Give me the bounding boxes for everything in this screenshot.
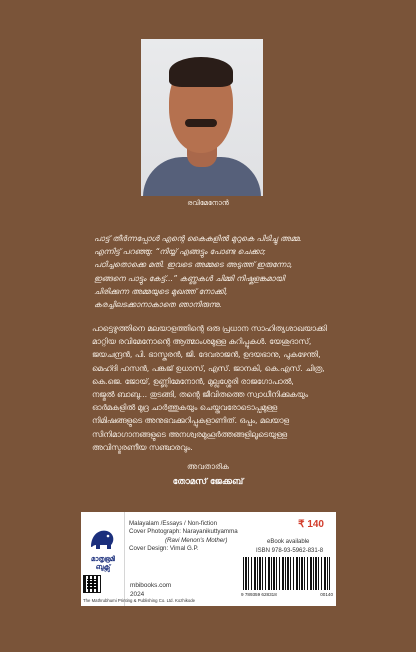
blurb-line: അവിസ്മരണീയ സഞ്ചാരവും.: [92, 442, 193, 452]
barcode-numbers: [241, 592, 333, 597]
cover-photo-text: Cover Photograph: Narayanikuttyamma: [129, 528, 238, 536]
blurb-line: ജയചന്ദ്രൻ, പി. ഭാസ്കരൻ, ജി. ദേവരാജൻ, ഉദയഭാനു, പുകഴേന്തി,: [92, 350, 321, 360]
publisher-name: The Mathrubhumi Printing & Publishing Co. Ltd. Kozhikode: [83, 598, 196, 603]
quote-line: കരച്ചിലടക്കാനാകാതെ ഞാനിരുന്നു.: [94, 300, 222, 310]
publisher-website[interactable]: mbibooks.com: [130, 582, 172, 589]
blurb-line: മാറ്റിയ രവിമേനോന്റെ ആത്മാംശമുള്ള കുറിപ്പുകൾ. യേശുദാസ്,: [92, 337, 312, 347]
blurb-line: സിനിമാഗാനങ്ങളുടെ അനശ്വരമുഹൂർത്തങ്ങളിലൂടെയുള്ള: [92, 429, 287, 439]
isbn-text: ISBN 978-93-5962-831-8: [256, 548, 324, 554]
barcode-number-addon: 00140: [320, 592, 333, 597]
price-label: ₹ 140: [298, 519, 324, 530]
cover-design-text: Cover Design: Vimal G.P.: [129, 544, 199, 552]
quote-block: [94, 232, 364, 311]
blurb-line: നിമിഷങ്ങളുടെ അനുഭവക്കുറിപ്പുകളാണിത്. ഒപ്പം, മലയാള: [92, 416, 289, 426]
publisher-footer: [81, 512, 336, 606]
blurb-line: പാട്ടെഴുത്തിനെ മലയാളത്തിന്റെ ഒരു പ്രധാന സാഹിത്യശാഖയാക്കി: [92, 324, 327, 333]
author-caption: രവിമേനോൻ: [187, 199, 229, 207]
publisher-logo-text: മാതൃഭൂമി ബുക്സ്: [91, 556, 115, 571]
introduction-author: തോമസ് ജേക്കബ്: [172, 477, 244, 487]
quote-line: എന്നിട്ട് പറഞ്ഞു: “നിയ്യ് എങ്ങട്ടും പോണ്ട ചെക്കാ;: [94, 247, 266, 257]
quote-line: ഇങ്ങനെ പാട്ടും കേട്ട്...” കണ്ണുകൾ ചിമ്മി നിഷ്കളങ്കമായി: [94, 273, 285, 283]
blurb-line: കെ.ജെ. ജോയ്, ഉണ്ണിമേനോൻ, മുല്ലശ്ശേരി രാജഗോപാൽ,: [92, 376, 294, 386]
publication-year: 2024: [130, 591, 145, 598]
blurb-line: ഓർമകളിൽ മുദ്ര ചാർത്തുകയും ചെയ്തവരോടൊപ്പമുള്ള: [92, 403, 277, 413]
category-text: Malayalam /Essays / Non-fiction: [129, 520, 218, 527]
ebook-availability: eBook available: [267, 539, 310, 545]
quote-line: പഠിച്ചതൊക്കെ മതി. ഇവടെ അമ്മടെ അടുത്ത് ഇരുന്നോ,: [94, 260, 293, 270]
barcode-icon: [243, 557, 330, 590]
blurb-line: മെഹ്ദി ഹസൻ, പങ്കജ് ഉധാസ്, എസ്. ജാനകി, കെ.എസ്. ചിത്ര,: [92, 363, 325, 373]
quote-line: പാട്ട് തീർന്നപ്പോൾ എന്റെ കൈകളിൽ മുറുകെ പിടിച്ചു അമ്മ.: [94, 234, 302, 243]
publisher-logo: [81, 512, 125, 606]
elephant-logo-icon: [87, 527, 117, 551]
blurb-line: നജ്മൽ ബാബു... തുടങ്ങി, തന്റെ ജീവിതത്തെ സ്വാധീനിക്കുകയും: [92, 390, 308, 400]
barcode-number-main: 9 789359 628318: [241, 592, 277, 597]
author-photo: [141, 39, 263, 196]
cover-photo-note: (Ravi Menon's Mother): [165, 536, 228, 544]
quote-line: ചിരിക്കുന്ന അമ്മയുടെ മുഖത്ത് നോക്കി,: [94, 286, 228, 296]
qr-code-icon: [84, 576, 100, 592]
introduction-label: അവതാരിക: [186, 462, 230, 471]
blurb-paragraph: [92, 322, 364, 454]
